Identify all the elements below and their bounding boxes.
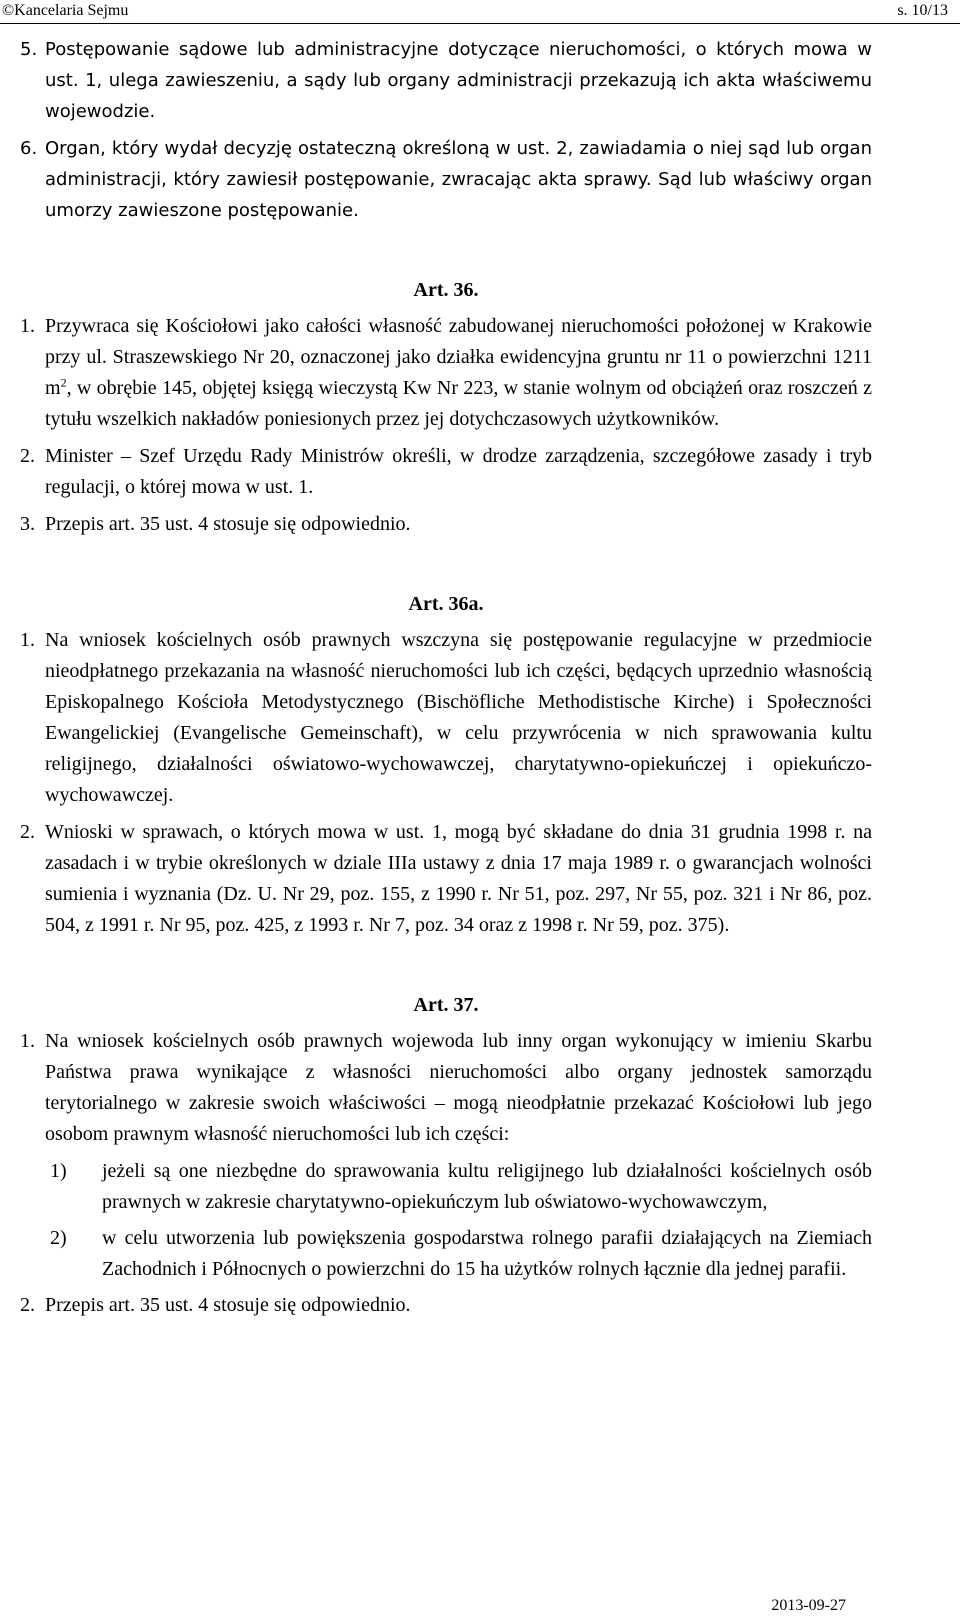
- section-gap: [20, 232, 872, 275]
- footer-date: 2013-09-27: [771, 1597, 846, 1614]
- art37-item-1: 1) jeżeli są one niezbędne do sprawowania kultu religijnego lub działalności kościelnych osób prawnych w zakresie charytatywno-opiekuńczym lub oświatowo-wychowawczym,: [50, 1160, 872, 1213]
- art36-title: Art. 36.: [413, 279, 479, 301]
- art35-paragraph-6: 6. Organ, który wydał decyzję ostateczną określoną w ust. 2, zawiadamia o niej sąd lub organ administracji, który zawiesił postępowanie, zwracając akta sprawy. Sąd lub właściwy organ umorzy zawieszone postępowanie.: [20, 138, 872, 221]
- art37-title: Art. 37.: [413, 994, 479, 1016]
- art36a-paragraph-1: 1. Na wniosek kościelnych osób prawnych wszczyna się postępowanie regulacyjne w przedmiocie nieodpłatnego przekazania na własność nieruchomości lub ich części, będących uprzednio własnością Episkopalnego Kościoła Metodystycznego (Bischöfliche Methodistische Kirche) i Społeczności Ewangelickiej (Evangelische Gemeinschaft), w celu przywrócenia w nich sprawowania kultu religijnego, działalności oświatowo-wychowawczej, charytatywno-opiekuńczej i opiekuńczo-wychowawczej.: [20, 629, 872, 806]
- document-body: [20, 34, 872, 1327]
- source-label: ©Kancelaria Sejmu: [2, 2, 129, 19]
- art36a-title: Art. 36a.: [408, 593, 484, 615]
- header-divider: [0, 23, 960, 24]
- art37-paragraph-1: 1. Na wniosek kościelnych osób prawnych wojewoda lub inny organ wykonujący w imieniu Skarbu Państwa prawa wynikające z własności nieruchomości albo organy jednostek samorządu terytorialnego w zakresie swoich właściwości – mogą nieodpłatnie przekazać Kościołowi lub jego osobom prawnym własność nieruchomości lub ich części:: [20, 1030, 872, 1145]
- art36-paragraph-3: 3. Przepis art. 35 ust. 4 stosuje się odpowiednio.: [20, 513, 411, 535]
- section-gap: [20, 546, 872, 589]
- art35-paragraph-5: 5. Postępowanie sądowe lub administracyjne dotyczące nieruchomości, o których mowa w ust. 1, ulega zawieszeniu, a sądy lub organy administracji przekazują ich akta właściwemu wojewodzie.: [20, 39, 872, 122]
- section-gap: [20, 947, 872, 990]
- page-number: s. 10/13: [897, 2, 948, 19]
- art36-paragraph-1: 1. Przywraca się Kościołowi jako całości własność zabudowanej nieruchomości położonej w Krakowie przy ul. Straszewskiego Nr 20, oznaczonej jako działka ewidencyjna gruntu nr 11 o powierzchni 1211 $m^2$, w obrębie 145, objętej księgą wieczystą Kw Nr 223, w stanie wolnym od obciążeń oraz roszczeń z tytułu wszelkich nakładów poniesionych przez jej dotychczasowych użytkowników.: [20, 315, 872, 430]
- art37-item-2: 2) w celu utworzenia lub powiększenia gospodarstwa rolnego parafii działających na Ziemiach Zachodnich i Północnych o powierzchni do 15 ha użytków rolnych łącznie dla jednej parafii.: [50, 1227, 872, 1280]
- page-header: [0, 0, 960, 22]
- art36a-paragraph-2: 2. Wnioski w sprawach, o których mowa w ust. 1, mogą być składane do dnia 31 grudnia 1998 r. na zasadach i w trybie określonych w dziale IIIa ustawy z dnia 17 maja 1989 r. o gwarancjach wolności sumienia i wyznania (Dz. U. Nr 29, poz. 155, z 1990 r. Nr 51, poz. 297, Nr 55, poz. 321 i Nr 86, poz. 504, z 1991 r. Nr 95, poz. 425, z 1993 r. Nr 7, poz. 34 oraz z 1998 r. Nr 59, poz. 375).: [20, 821, 872, 936]
- art35-tail: [20, 34, 872, 226]
- art37-paragraph-2: 2. Przepis art. 35 ust. 4 stosuje się odpowiednio.: [20, 1294, 411, 1316]
- superscript: 2: [60, 375, 67, 390]
- art36-paragraph-2: 2. Minister – Szef Urzędu Rady Ministrów określi, w drodze zarządzenia, szczegółowe zasady i tryb regulacji, o której mowa w ust. 1.: [20, 445, 872, 498]
